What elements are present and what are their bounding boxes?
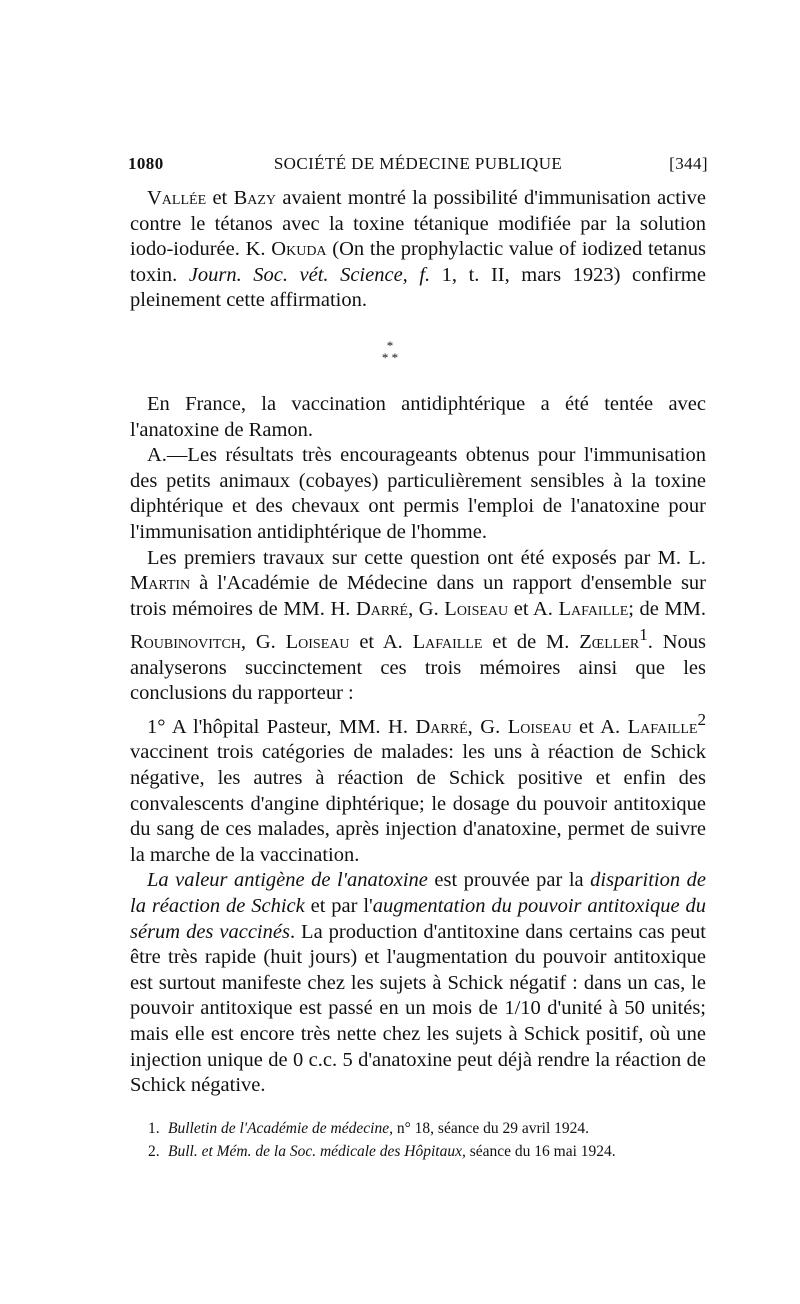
footnote-source: Bull. et Mém. de la Soc. médicale des Hôpitaux, bbox=[168, 1143, 466, 1160]
page-number: 1080 bbox=[128, 154, 164, 173]
footnote-source: Bulletin de l'Académie de médecine, bbox=[168, 1120, 393, 1137]
bracket-reference: [344] bbox=[669, 154, 708, 173]
text-run: . La production d'antitoxine dans certains cas peut être très rapide (huit jours) et l'augmentation du pouvoir antitoxique est surtout manifeste chez les sujets à Schick négatif : dans un cas, le pouvoir antitoxique est passé en un mois de 1/10 d'unité à 50 unités; mais elle est encore très nette chez les sujets à Schick positif, où une injection unique de 0 c.c. 5 d'anatoxine peut déjà rendre la réaction de Schick négative. bbox=[130, 920, 706, 1097]
author-name: Darré bbox=[355, 597, 409, 620]
text-run: (On the prophylactic value of iodized tetanus toxin. bbox=[130, 238, 707, 286]
footnotes bbox=[148, 1117, 708, 1163]
text-run: 1° A l'hôpital Pasteur, MM. H. bbox=[147, 715, 416, 738]
paragraph-valeur-antigene bbox=[130, 868, 706, 1098]
footnote-number: 2. bbox=[148, 1143, 160, 1160]
text-run: , G. bbox=[240, 631, 286, 654]
paragraph-france: En France, la vaccination antidiphtérique a été tentée avec l'anatoxine de Ramon. bbox=[130, 393, 706, 441]
text-run: avaient montré la possibilité d'immunisation active contre le tétanos avec la toxine tétanique modifiée par la solution iodo-iodurée. K. bbox=[130, 187, 707, 261]
text-run: et bbox=[206, 187, 234, 209]
text-run: et A. bbox=[571, 715, 628, 738]
body-text-section bbox=[130, 392, 706, 1099]
running-title: SOCIÉTÉ DE MÉDECINE PUBLIQUE bbox=[273, 154, 563, 173]
paragraph-tetanos bbox=[130, 186, 706, 314]
author-name: Zœller bbox=[579, 631, 640, 654]
italic-phrase: La valeur antigène de l'anatoxine bbox=[147, 869, 428, 892]
text-run: Les premiers travaux sur cette question ont été exposés par M. L. bbox=[147, 546, 706, 569]
author-name: Lafaille bbox=[558, 597, 629, 620]
text-run: est prouvée par la bbox=[427, 869, 591, 892]
footnote-detail: séance du 16 mai 1924. bbox=[465, 1143, 616, 1160]
paragraph-premiers-travaux bbox=[130, 546, 706, 707]
text-run: et par l' bbox=[304, 894, 373, 917]
paragraph-A: A.—Les résultats très encourageants obtenus pour l'immunisation des petits animaux (cobayes) particulièrement sensibles à la toxine diphtérique et des chevaux ont permis l'emploi de l'anatoxine pour l'immunisation antidiphtérique de l'homme. bbox=[130, 444, 706, 543]
footnote-ref[interactable]: 1 bbox=[639, 625, 648, 645]
footnote-2 bbox=[148, 1140, 708, 1163]
text-run: et de M. bbox=[482, 631, 580, 654]
author-name: Lafaille bbox=[627, 715, 698, 738]
text-run: . Nous analyserons succinctement ces trois mémoires ainsi que les conclusions du rapporteur : bbox=[130, 631, 707, 705]
text-run: , G. bbox=[408, 597, 445, 620]
author-name: Bazy bbox=[233, 187, 277, 209]
journal-title: Journ. Soc. vét. Science, f. bbox=[188, 263, 431, 286]
author-name: Loiseau bbox=[285, 631, 350, 654]
author-name: Vallée bbox=[147, 187, 207, 209]
italic-phrase: disparition de la réaction de Schick bbox=[130, 869, 706, 917]
text-run: à l'Académie de Médecine dans un rapport d'ensemble sur trois mémoires de MM. H. bbox=[130, 572, 706, 620]
section-separator-asterism bbox=[360, 340, 420, 370]
text-run: vaccinent trois catégories de malades: les uns à réaction de Schick négative, les autres à réaction de Schick positive et enfin des convalescents d'angine diphtérique; le dosage du pouvoir antitoxique du sang de ces malades, après injection d'anatoxine, permet de suivre la marche de la vaccination. bbox=[130, 741, 706, 866]
author-name: Lafaille bbox=[412, 631, 483, 654]
author-name: Roubinovitch bbox=[130, 631, 241, 654]
asterism-top: * bbox=[386, 338, 394, 353]
footnote-ref[interactable]: 2 bbox=[697, 709, 707, 729]
footnote-number: 1. bbox=[148, 1120, 160, 1137]
author-name: Okuda bbox=[271, 238, 327, 261]
running-header bbox=[128, 154, 708, 178]
italic-phrase: augmentation du pouvoir antitoxique du sérum des vaccinés bbox=[130, 894, 707, 943]
author-name: Martin bbox=[130, 572, 191, 595]
text-run: et A. bbox=[508, 597, 559, 620]
author-name: Loiseau bbox=[507, 715, 572, 738]
author-name: Loiseau bbox=[444, 597, 509, 620]
author-name: Darré bbox=[415, 715, 468, 738]
footnote-1 bbox=[148, 1117, 708, 1140]
text-run: 1, t. II, mars 1923) confirme pleinement cette affirmation. bbox=[130, 263, 706, 312]
text-run: et A. bbox=[349, 631, 413, 654]
text-run: , G. bbox=[467, 715, 508, 738]
footnote-detail: n° 18, séance du 29 avril 1924. bbox=[392, 1120, 589, 1137]
text-run: ; de MM. bbox=[628, 597, 706, 620]
asterism-bottom: * * bbox=[381, 350, 399, 365]
paragraph-hopital-pasteur bbox=[130, 707, 706, 868]
